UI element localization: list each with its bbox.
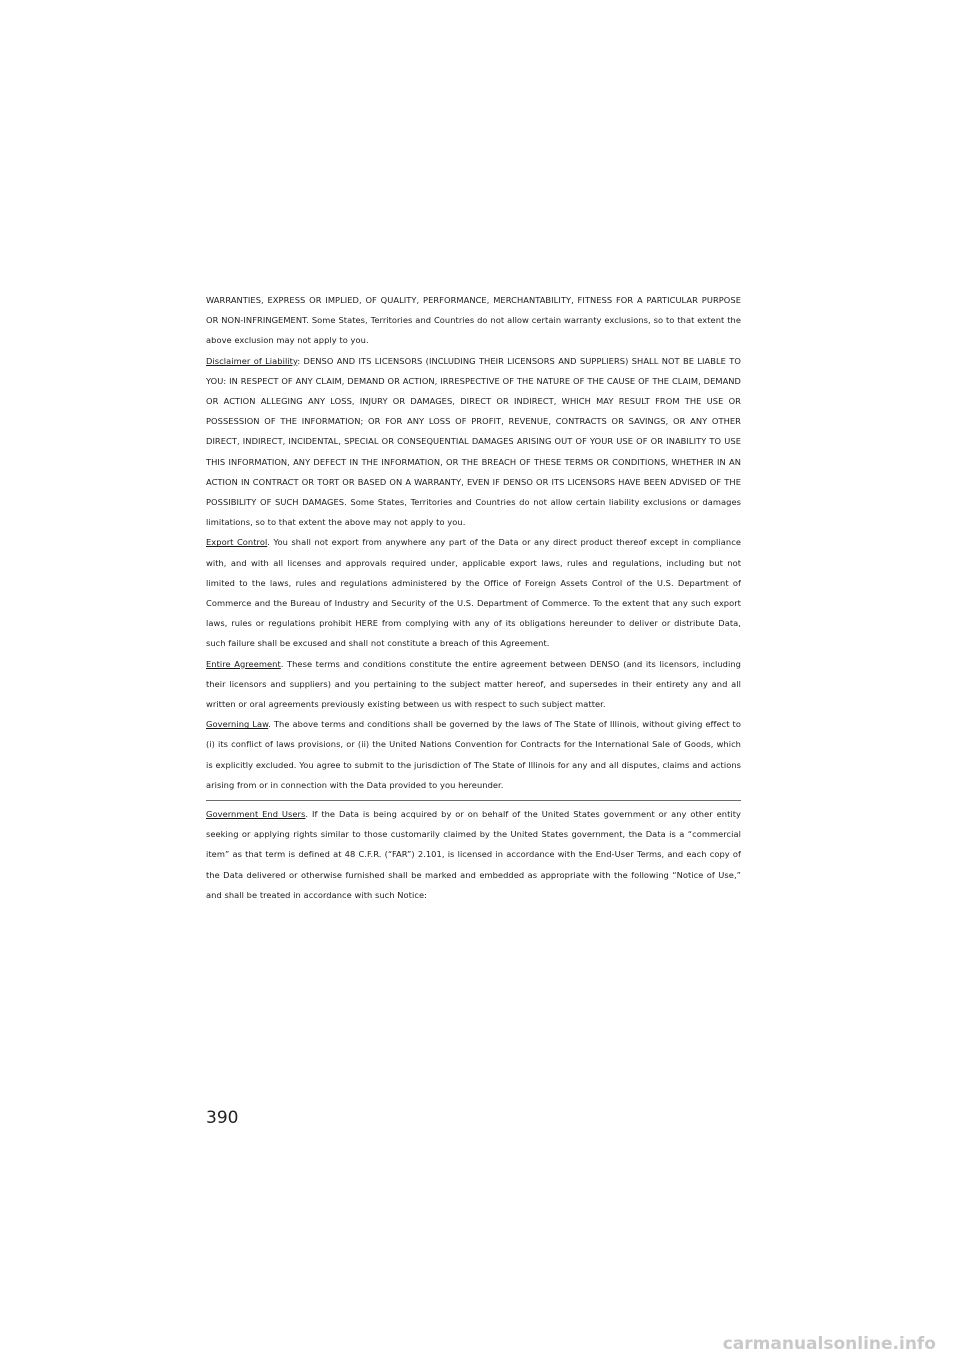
- section-heading-export-control: Export Control: [206, 537, 268, 548]
- section-heading-governing-law: Governing Law: [206, 719, 269, 730]
- paragraph-entire-agreement: [206, 654, 741, 715]
- page-body: [206, 290, 741, 905]
- section-heading-government-end-users: Government End Users: [206, 809, 306, 820]
- paragraph-text: : DENSO AND ITS LICENSORS (INCLUDING THEIR LICENSORS AND SUPPLIERS) SHALL NOT BE LIABLE TO YOU: IN RESPECT OF ANY CLAIM, DEMAND OR ACTION, IRRESPECTIVE OF THE NATURE OF THE CAUSE OF THE CLAIM, DEMAND OR ACTION ALLEGING ANY LOSS, INJURY OR DAMAGES, DIRECT OR INDIRECT, WHICH MAY RESULT FROM THE USE OR POSSESSION OF THE INFORMATION; OR FOR ANY LOSS OF PROFIT, REVENUE, CONTRACTS OR SAVINGS, OR ANY OTHER DIRECT, INDIRECT, INCIDENTAL, SPECIAL OR CONSEQUENTIAL DAMAGES ARISING OUT OF YOUR USE OF OR INABILITY TO USE THIS INFORMATION, ANY DEFECT IN THE INFORMATION, OR THE BREACH OF THESE TERMS OR CONDITIONS, WHETHER IN AN ACTION IN CONTRACT OR TORT OR BASED ON A WARRANTY, EVEN IF DENSO OR ITS LICENSORS HAVE BEEN ADVISED OF THE POSSIBILITY OF SUCH DAMAGES. Some States, Territories and Countries do not allow certain liability exclusions or damages limitations, so to that extent the above may not apply to you.: [206, 355, 741, 528]
- paragraph-warranties: [206, 290, 741, 351]
- section-heading-disclaimer-of-liability: Disclaimer of Liability: [206, 355, 298, 366]
- paragraph-text: . If the Data is being acquired by or on behalf of the United States government or any other entity seeking or applying rights similar to those customarily claimed by the United States government, the Data is a “commercial item” as that term is defined at 48 C.F.R. (“FAR”) 2.101, is licensed in accordance with the End-User Terms, and each copy of the Data delivered or otherwise furnished shall be marked and embedded as appropriate with the following “Notice of Use,” and shall be treated in accordance with such Notice:: [206, 809, 741, 900]
- paragraph-government-end-users: [206, 804, 741, 905]
- watermark: carmanualsonline.info: [722, 1334, 936, 1354]
- paragraph-text: . You shall not export from anywhere any part of the Data or any direct product thereof except in compliance with, and with all licenses and approvals required under, applicable export laws, rules and regulations, including but not limited to the laws, rules and regulations administered by the Office of Foreign Assets Control of the U.S. Department of Commerce and the Bureau of Industry and Security of the U.S. Department of Commerce. To the extent that any such export laws, rules or regulations prohibit HERE from complying with any of its obligations hereunder to deliver or distribute Data, such failure shall be excused and shall not constitute a breach of this Agreement.: [206, 537, 741, 649]
- paragraph-text: WARRANTIES, EXPRESS OR IMPLIED, OF QUALITY, PERFORMANCE, MERCHANTABILITY, FITNESS FOR A PARTICULAR PURPOSE OR NON-INFRINGEMENT. Some States, Territories and Countries do not allow certain warranty exclusions, so to that extent the above exclusion may not apply to you.: [206, 295, 741, 346]
- paragraph-text: . These terms and conditions constitute the entire agreement between DENSO (and its licensors, including their licensors and suppliers) and you pertaining to the subject matter hereof, and supersedes in their entirety any and all written or oral agreements previously existing between us with respect to such subject matter.: [206, 658, 741, 710]
- section-divider: [206, 800, 741, 801]
- paragraph-text: . The above terms and conditions shall be governed by the laws of The State of Illinois, without giving effect to (i) its conflict of laws provisions, or (ii) the United Nations Convention for Contracts for the International Sale of Goods, which is explicitly excluded. You agree to submit to the jurisdiction of The State of Illinois for any and all disputes, claims and actions arising from or in connection with the Data provided to you hereunder.: [206, 719, 741, 790]
- paragraph-disclaimer-of-liability: [206, 351, 741, 533]
- paragraph-export-control: [206, 532, 741, 653]
- section-heading-entire-agreement: Entire Agreement: [206, 658, 281, 669]
- page-number: 390: [206, 1108, 239, 1128]
- paragraph-governing-law: [206, 714, 741, 795]
